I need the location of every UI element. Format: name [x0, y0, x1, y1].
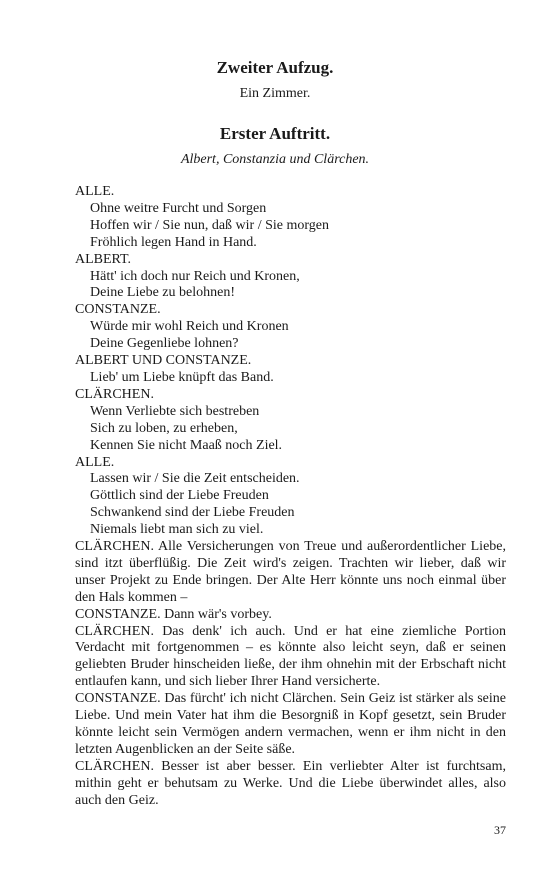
scene-title: Erster Auftritt.	[219, 124, 331, 143]
verse-line: Fröhlich legen Hand in Hand.	[90, 234, 257, 250]
prose-paragraph: CONSTANZE. Das fürcht' ich nicht Clärchen. Sein Geiz ist stärker als seine Liebe. Und mein Vater hat ihm die Besorgniß in Kopf gesetzt, sein Bruder könnte leicht sein Vermögen andern vermachen, wenn er ihm nicht in den letzten Augenblicken an der Seite säße.	[75, 691, 506, 757]
prose-paragraph: CLÄRCHEN. Alle Versicherungen von Treue und außerordentlicher Liebe, sind itzt überflüßig. Die Zeit wird's zeigen. Trachten wir lieber, daß wir unser Projekt zu Ende bringen. Der Alte Herr könnte uns noch einmal über den Hals kommen –	[75, 539, 506, 605]
speaker-name: ALBERT UND CONSTANZE.	[75, 353, 252, 369]
verse-line: Hätt' ich doch nur Reich und Kronen,	[90, 268, 300, 284]
verse-line: Lassen wir / Sie die Zeit entscheiden.	[90, 471, 300, 487]
verse-line: Niemals liebt man sich zu viel.	[90, 522, 264, 538]
verse-line: Wenn Verliebte sich bestreben	[90, 403, 260, 419]
verse-line: Deine Liebe zu belohnen!	[90, 285, 235, 301]
verse-line: Hoffen wir / Sie nun, daß wir / Sie morgen	[90, 217, 330, 233]
verse-line: Würde mir wohl Reich und Kronen	[90, 319, 289, 335]
speaker-name: CLÄRCHEN.	[75, 386, 154, 402]
verse-line: Sich zu loben, zu erheben,	[90, 420, 238, 436]
scene-characters: Albert, Constanzia und Clärchen.	[180, 152, 370, 167]
verse-line: Ohne weitre Furcht und Sorgen	[90, 200, 267, 216]
act-title: Zweiter Aufzug.	[216, 58, 334, 77]
prose-paragraph: CLÄRCHEN. Das denk' ich auch. Und er hat eine ziemliche Portion Verdacht mit fortgenommen – es könnte also leicht seyn, daß er seinen geliebten Bruder hinscheiden ließe, der ihm ohnehin mit der Erbschaft nicht entlaufen kann, und sich lieber Ihrer Hand versicherte.	[75, 623, 506, 690]
page-number: 37	[494, 823, 506, 837]
speaker-name: CONSTANZE.	[75, 302, 161, 318]
speaker-name: ALLE.	[75, 184, 115, 199]
verse-line: Lieb' um Liebe knüpft das Band.	[90, 369, 274, 385]
verse-line: Deine Gegenliebe lohnen?	[90, 336, 239, 352]
verse-line: Göttlich sind der Liebe Freuden	[90, 488, 269, 504]
play-text	[75, 184, 506, 810]
speaker-name: ALLE.	[75, 454, 115, 470]
speaker-name: ALBERT.	[75, 251, 132, 267]
act-setting: Ein Zimmer.	[239, 86, 311, 101]
verse-line: Kennen Sie nicht Maaß noch Ziel.	[90, 437, 283, 453]
verse-line: Schwankend sind der Liebe Freuden	[90, 505, 295, 521]
prose-paragraph: CLÄRCHEN. Besser ist aber besser. Ein verliebter Alter ist furchtsam, mithin geht er behutsam zu Werke. Und die Liebe überwindet alles, also auch den Geiz.	[75, 758, 506, 808]
prose-paragraph: CONSTANZE. Dann wär's vorbey.	[75, 606, 272, 622]
